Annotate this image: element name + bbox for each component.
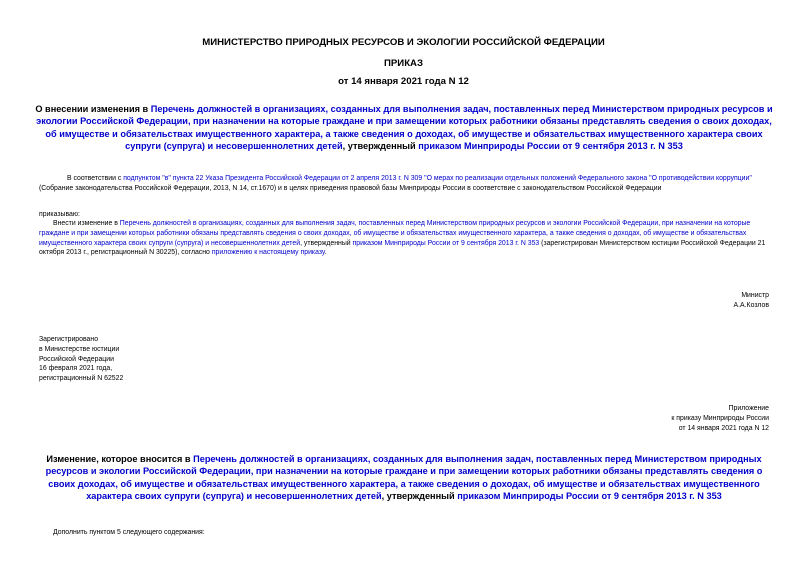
order-title <box>30 103 778 153</box>
amend-positions-list-link[interactable]: Перечень должностей в организациях, созданных для выполнения задач, поставленных перед Министерством природных ресурсов и экологии Российской Федерации, при назначении на которые граждане и при замещении которых работники обязаны представлять сведения о своих доходах, об имуществе и обязательствах имущественного характера, а также сведения о доходах, об имуществе и обязательствах имущественного характера своих супруги (супруга) и несовершеннолетних детей <box>39 220 751 247</box>
registration-line: Зарегистрировано <box>39 336 99 343</box>
appendix-reference <box>671 404 769 433</box>
basis-text-2: (Собрание законодательства Российской Федерации, 2013, N 14, ст.1670) и в целях приведения правовой базы Минприроды России в соответствие с законодательством Российской Федерации <box>39 184 662 192</box>
order-date-heading: от 14 января 2021 года N 12 <box>338 76 469 87</box>
appendix-link[interactable]: приложению к настоящему приказу <box>211 249 325 257</box>
appendix-line: Приложение <box>728 405 769 412</box>
amend-order-353-link[interactable]: приказом Минприроды России от 9 сентября 2013 г. N 353 <box>352 239 540 247</box>
appendix-line: к приказу Минприроды России <box>671 414 769 422</box>
amendment-paragraph <box>39 219 772 258</box>
order-title-middle: , утвержденный <box>342 141 419 152</box>
registration-block <box>39 335 123 384</box>
order-353-link[interactable]: приказом Минприроды России от 9 сентября 2013 г. N 353 <box>418 141 683 152</box>
positions-list-link[interactable]: Перечень должностей в организациях, созданных для выполнения задач, поставленных перед Министерством природных ресурсов и экологии Российской Федерации, при назначении на которые граждане и при замещении которых работники обязаны представлять сведения о своих доходах, об имуществе и обязательствах имущественного характера, а также сведения о доходах, об имуществе и обязательствах имущественного характера своих супруги (супруга) и несовершеннолетних детей <box>36 104 773 152</box>
basis-text-1: В соответствии с <box>67 175 124 182</box>
registration-line: регистрационный N 62522 <box>39 375 124 383</box>
ministry-heading: МИНИСТЕРСТВО ПРИРОДНЫХ РЕСУРСОВ И ЭКОЛОГИИ РОССИЙСКОЙ ФЕДЕРАЦИИ <box>202 37 605 48</box>
change-title-middle: , утвержденный <box>381 491 458 502</box>
signature-position: Министр <box>741 292 769 299</box>
change-order-353-link[interactable]: приказом Минприроды России от 9 сентября 2013 г. N 353 <box>457 491 722 502</box>
change-title-prefix: Изменение, которое вносится в <box>46 454 194 464</box>
signature-name: А.А.Козлов <box>733 301 769 309</box>
appendix-line: от 14 января 2021 года N 12 <box>678 424 769 432</box>
amend-text-1: Внести изменение в <box>53 220 120 227</box>
amend-text-3: (зарегистрирован Министерством юстиции Российской Федерации 21 октября 2013 г., регистрационный N 30225), согласно <box>39 239 766 257</box>
change-positions-list-link[interactable]: Перечень должностей в организациях, созданных для выполнения задач, поставленных перед Министерством природных ресурсов и экологии Российской Федерации, при назначении на которые граждане и при замещении которых работники обязаны представлять сведения о своих доходах, об имуществе и обязательствах имущественного характера, а также сведения о доходах, об имуществе и обязательствах имущественного характера своих супруги (супруга) и несовершеннолетних детей <box>45 454 763 502</box>
registration-line: в Министерстве юстиции <box>39 345 120 353</box>
order-word: приказываю: <box>39 211 80 218</box>
amend-text-2: , утвержденный <box>300 239 353 247</box>
signature-block <box>734 291 769 311</box>
registration-line: Российской Федерации <box>39 355 114 363</box>
amend-text-4: . <box>324 249 327 257</box>
decree-309-link[interactable]: подпунктом "в" пункта 22 Указа Президента Российской Федерации от 2 апреля 2013 г. N 309 "О мерах по реализации отдельных положений Федерального закона "О противодействии коррупции" <box>123 175 752 182</box>
order-title-prefix: О внесении изменения в <box>35 104 151 114</box>
order-type-heading: ПРИКАЗ <box>384 58 423 69</box>
supplement-text: Дополнить пунктом 5 следующего содержания: <box>53 529 205 536</box>
basis-paragraph <box>39 174 772 194</box>
registration-line: 16 февраля 2021 года, <box>39 365 113 373</box>
change-title <box>40 453 768 503</box>
